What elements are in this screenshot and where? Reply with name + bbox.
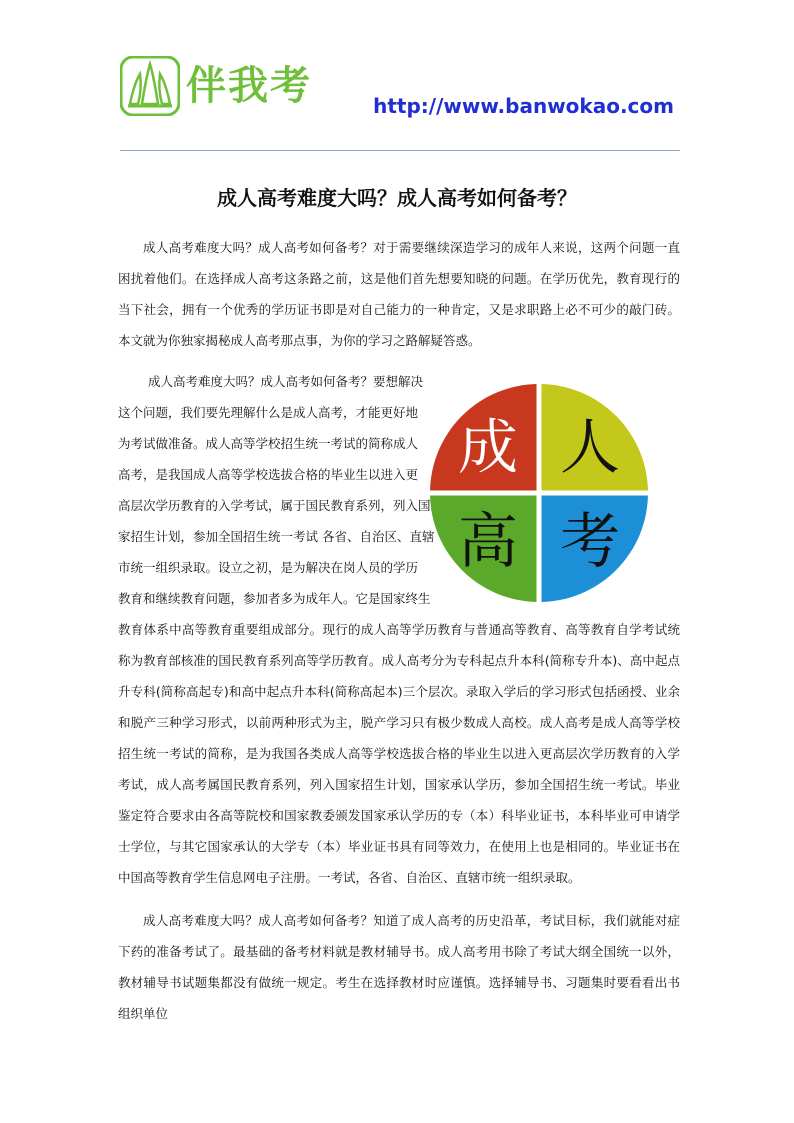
circle-char: 成 [458,413,518,483]
paragraph-2-line: 教育和继续教育问题，参加者多为成年人。它是国家终生 [118,591,431,606]
banwokao-logo [120,56,320,116]
circle-char: 人 [560,413,620,483]
logo-text: 伴我考 [186,63,312,109]
paragraph-2-continued: 教育体系中高等教育重要组成部分。现行的成人高等学历教育与普通高等教育、高等教育自学考试统称为教育部核准的国民教育系列高等学历教育。成人高考分为专科起点升本科(简称专升本)、高中起点升专科(简称高起专)和高中起点升本科(简称高起本)三个层次。录取入学后的学习形式包括函授、业余和脱产三种学习形式，以前两种形式为主，脱产学习只有极少数成人高校。成人高考是成人高等学校招生统一考试的简称，是为我国各类成人高等学校选拔合格的毕业生以进入更高层次学历教育的入学考试，成人高考属国民教育系列，列入国家招生计划，国家承认学历，参加全国招生统一考试。毕业鉴定符合要求由各高等院校和国家教委颁发国家承认学历的专（本）科毕业证书，本科毕业可申请学士学位，与其它国家承认的大学专（本）毕业证书具有同等效力，在使用上也是相同的。毕业证书在中国高等教育学生信息网电子注册。一考试，各省、自治区、直辖市统一组织录取。 [118,622,680,885]
website-url-link[interactable]: http://www.banwokao.com [373,94,674,118]
adult-exam-circle-graphic [430,384,648,602]
circle-char: 高 [458,507,518,577]
article-title: 成人高考难度大吗？成人高考如何备考？ [217,186,577,210]
paragraph-2-line: 市统一组织录取。设立之初，是为解决在岗人员的学历 [118,560,419,575]
paragraph-2-line: 成人高考难度大吗？成人高考如何备考？要想解决 [148,374,424,389]
paragraph-intro: 成人高考难度大吗？成人高考如何备考？对于需要继续深造学习的成年人来说，这两个问题一直困扰着他们。在选择成人高考这条路之前，这是他们首先想要知晓的问题。在学历优先，教育现行的当下社会，拥有一个优秀的学历证书即是对自己能力的一种肯定，又是求职路上必不可少的敲门砖。本文就为你独家揭秘成人高考那点事，为你的学习之路解疑答惑。 [118,240,680,348]
header-divider [120,150,680,151]
paragraph-2-line: 高层次学历教育的入学考试，属于国民教育系列，列入国 [118,498,431,513]
paragraph-2-line: 这个问题，我们要先理解什么是成人高考，才能更好地 [118,405,419,420]
leaf-logo-icon [120,56,180,116]
paragraph-2-line: 家招生计划，参加全国招生统一考试 各省、自治区、直辖 [118,529,435,544]
paragraph-3: 成人高考难度大吗？成人高考如何备考？知道了成人高考的历史沿革，考试目标，我们就能对症下药的准备考试了。最基础的备考材料就是教材辅导书。成人高考用书除了考试大纲全国统一以外，教材辅导书试题集都没有做统一规定。考生在选择教材时应谨慎。选择辅导书、习题集时要看看出书组织单位 [118,913,680,1021]
paragraph-2-line: 为考试做准备。成人高等学校招生统一考试的简称成人 [118,436,419,451]
paragraph-2-line: 高考，是我国成人高等学校选拔合格的毕业生以进入更 [118,467,419,482]
circle-char: 考 [560,507,620,577]
